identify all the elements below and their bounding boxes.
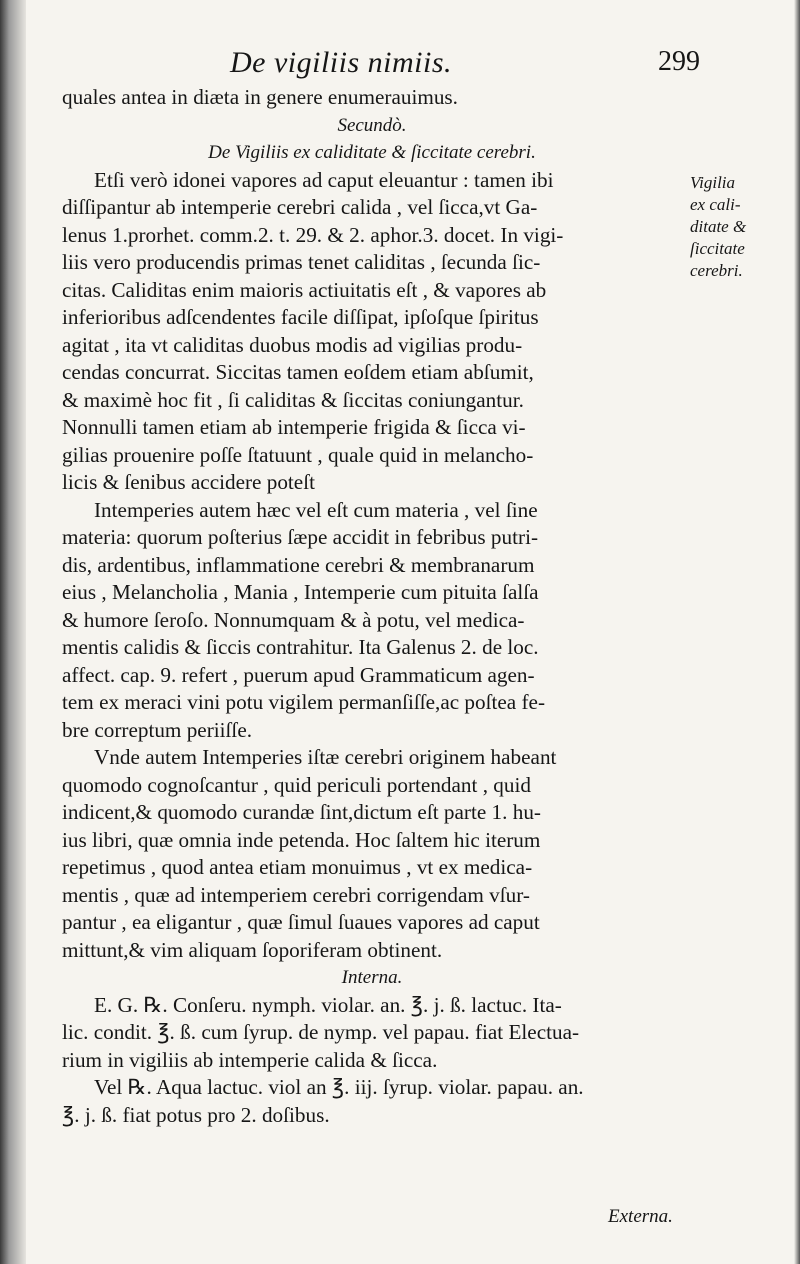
- text-line: Interna.: [341, 967, 403, 988]
- text-line: diſſipantur ab intemperie cerebri calida , vel ſicca,vt Ga-: [62, 195, 538, 219]
- text-line: E. G. ℞. Conſeru. nymph. violar. an. ℥. j. ß. lactuc. Ita-: [94, 992, 562, 1017]
- text-line: ℥. j. ß. fiat potus pro 2. doſibus.: [62, 1102, 330, 1127]
- text-line: mentis calidis & ſiccis contrahitur. Ita Galenus 2. de loc.: [62, 635, 539, 659]
- binding-gutter: [0, 0, 26, 1264]
- text-line: Secundò.: [337, 114, 407, 136]
- page-number: 299: [658, 46, 700, 77]
- text-line: quales antea in diæta in genere enumerauimus.: [62, 85, 458, 109]
- text-line: dis, ardentibus, inflammatione cerebri & membranarum: [62, 552, 535, 577]
- text-line: citas. Caliditas enim maioris actiuitatis eſt , & vapores ab: [62, 277, 547, 302]
- text-line: lic. condit. ℥. ß. cum ſyrup. de nymp. vel papau. fiat Electua-: [62, 1020, 580, 1044]
- text-line: Etſi verò idonei vapores ad caput eleuantur : tamen ibi: [94, 167, 554, 192]
- text-line: pantur , ea eligantur , quæ ſimul ſuaues vapores ad caput: [62, 910, 540, 934]
- text-line: rium in vigiliis ab intemperie calida & ſicca.: [62, 1047, 438, 1072]
- marginal-line: Vigilia: [690, 173, 736, 192]
- text-line: Vel ℞. Aqua lactuc. viol an ℥. iij. ſyrup. violar. papau. an.: [94, 1075, 584, 1099]
- text-line: agitat , ita vt caliditas duobus modis ad vigilias produ-: [62, 332, 523, 357]
- text-line: bre correptum periiſſe.: [62, 717, 253, 742]
- text-line: cendas concurrat. Siccitas tamen eoſdem etiam abſumit,: [62, 360, 534, 384]
- page-edge: [794, 0, 800, 1264]
- text-line: affect. cap. 9. refert , puerum apud Grammaticum agen-: [62, 662, 535, 687]
- marginal-note: [690, 172, 790, 282]
- text-line: Vnde autem Intemperies iſtæ cerebri originem habeant: [94, 745, 557, 769]
- text-line: tem ex meraci vini potu vigilem permanſiſſe,ac poſtea fe-: [62, 690, 546, 714]
- text-line: gilias prouenire poſſe ſtatuunt , quale quid in melancho-: [62, 442, 534, 467]
- text-line: De Vigiliis ex caliditate & ſiccitate cerebri.: [208, 142, 536, 163]
- text-line: indicent,& quomodo curandæ ſint,dictum eſt parte 1. hu-: [62, 800, 541, 824]
- text-line: Nonnulli tamen etiam ab intemperie frigida & ſicca vi-: [62, 415, 526, 439]
- text-line: ius libri, quæ omnia inde petenda. Hoc ſaltem hic iterum: [62, 827, 541, 852]
- marginal-line: ditate &: [690, 217, 747, 236]
- marginal-line: cerebri.: [690, 261, 743, 280]
- text-line: & maximè hoc fit , ſi caliditas & ſiccitas coniungantur.: [62, 387, 524, 412]
- text-line: mittunt,& vim aliquam ſoporiferam obtinent.: [62, 937, 443, 962]
- text-line: quomodo cognoſcantur , quid periculi portendant , quid: [62, 772, 531, 797]
- text-line: mentis , quæ ad intemperiem cerebri corrigendam vſur-: [62, 882, 530, 907]
- marginal-line: ex cali-: [690, 195, 741, 214]
- text-line: eius , Melancholia , Mania , Intemperie cum pituita ſalſa: [62, 580, 539, 604]
- text-line: repetimus , quod antea etiam monuimus , vt ex medica-: [62, 855, 533, 879]
- page-header: [230, 46, 700, 86]
- running-title: De vigiliis nimiis.: [230, 46, 452, 79]
- catchword: Externa.: [608, 1206, 673, 1227]
- text-line: Intemperies autem hæc vel eſt cum materia , vel ſine: [94, 497, 538, 522]
- body-text: [62, 84, 682, 1129]
- text-line: lenus 1.prorhet. comm.2. t. 29. & 2. aphor.3. docet. In vigi-: [62, 222, 564, 247]
- text-line: liis vero producendis primas tenet caliditas , ſecunda ſic-: [62, 250, 541, 274]
- text-line: & humore ſeroſo. Nonnumquam & à potu, vel medica-: [62, 607, 525, 632]
- text-line: inferioribus adſcendentes facile diſſipat, ipſoſque ſpiritus: [62, 305, 539, 329]
- marginal-line: ſiccitate: [690, 239, 745, 258]
- text-line: materia: quorum poſterius ſæpe accidit in febribus putri-: [62, 525, 539, 549]
- text-line: licis & ſenibus accidere poteſt: [62, 470, 315, 494]
